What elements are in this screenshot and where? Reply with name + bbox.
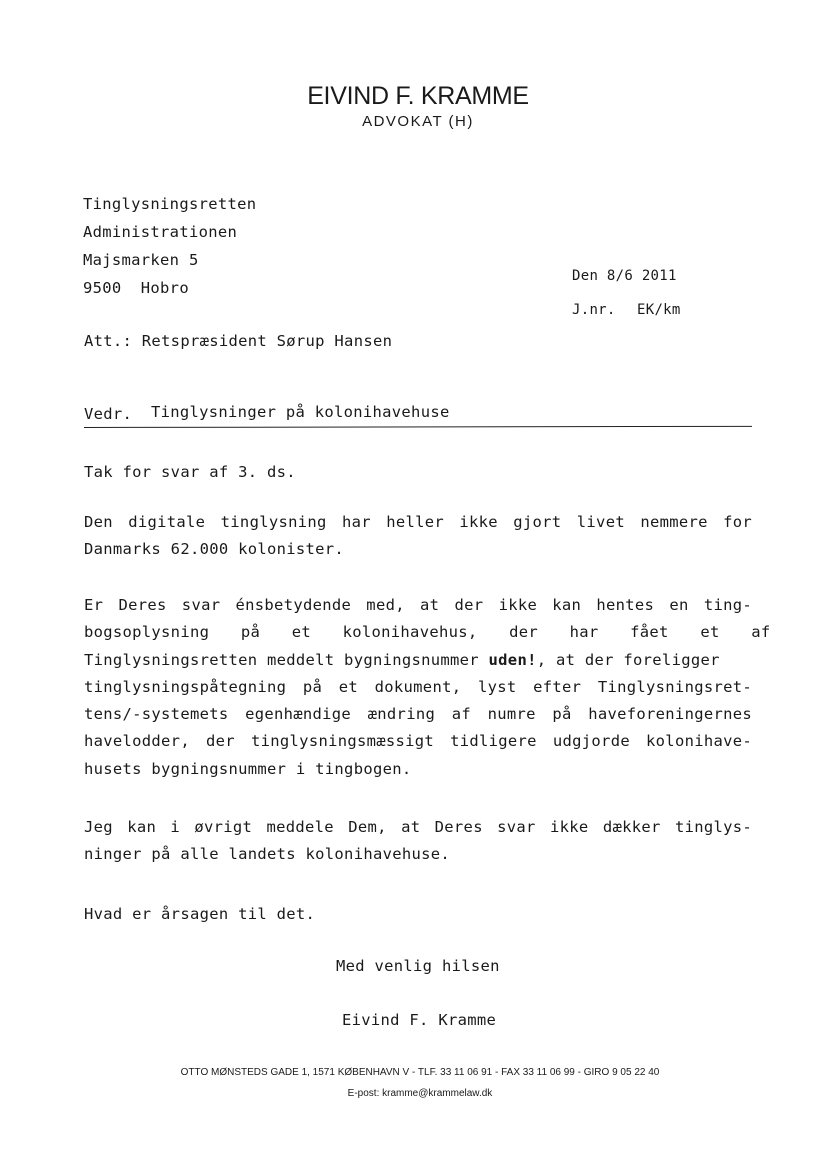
paragraph-2-line-2: Danmarks 62.000 kolonister. [84, 540, 345, 559]
paragraph-4 [84, 814, 752, 869]
emphasis-uden: uden! [488, 650, 537, 669]
recipient-line-1: Tinglysningsretten [83, 195, 257, 213]
closing-signature: Eivind F. Kramme [342, 1011, 497, 1029]
paragraph-2-line-1: Den digitale tinglysning har heller ikke gjort livet nemmere for [84, 513, 752, 531]
letterhead-name: EIVIND F. KRAMME [307, 82, 529, 110]
subject-text: Tinglysninger på kolonihavehuse [151, 403, 450, 421]
paragraph-3-line-1: Er Deres svar énsbetydende med, at der ikke kan hentes en ting- [84, 596, 752, 614]
paragraph-3-line-2: bogsoplysning på et kolonihavehus, der har fået et af [84, 623, 771, 642]
recipient-line-4: 9500 Hobro [83, 279, 189, 297]
paragraph-3-line-4: tinglysningspåtegning på et dokument, lyst efter Tinglysningsret- [84, 677, 752, 696]
subject-label: Vedr. [84, 405, 133, 423]
paragraph-3-line-3-end: , at der foreligger [536, 650, 720, 669]
journal-number-label: J.nr. [572, 302, 616, 318]
footer-email: E-post: kramme@krammelaw.dk [347, 1088, 493, 1099]
letter-date: Den 8/6 2011 [572, 268, 677, 284]
paragraph-3 [84, 592, 771, 783]
closing-greeting: Med venlig hilsen [336, 957, 500, 975]
paragraph-5: Hvad er årsagen til det. [84, 905, 316, 923]
paragraph-3-line-7: husets bygningsnummer i tingbogen. [84, 759, 412, 778]
letterhead-title: ADVOKAT (H) [362, 113, 474, 130]
paragraph-3-line-6: havelodder, der tinglysningsmæssigt tidligere udgjorde kolonihave- [84, 732, 752, 751]
paragraph-3-line-5: tens/-systemets egenhændige ændring af numre på haveforeningernes [84, 705, 752, 724]
paragraph-4-line-1: Jeg kan i øvrigt meddele Dem, at Deres svar ikke dækker tinglys- [84, 818, 752, 836]
footer-address: OTTO MØNSTEDS GADE 1, 1571 KØBENHAVN V - TLF. 33 11 06 91 - FAX 33 11 06 99 - GIRO 9 05 22 40 [180, 1067, 660, 1078]
paragraph-2 [84, 509, 752, 564]
subject-underline [84, 426, 752, 428]
attention-line: Att.: Retspræsident Sørup Hansen [84, 332, 393, 350]
recipient-line-2: Administrationen [83, 223, 238, 241]
recipient-line-3: Majsmarken 5 [83, 251, 199, 269]
paragraph-1: Tak for svar af 3. ds. [84, 463, 296, 481]
journal-number-value: EK/km [637, 302, 681, 318]
paragraph-4-line-2: ninger på alle landets kolonihavehuse. [84, 845, 451, 864]
paragraph-3-line-3-start: Tinglysningsretten meddelt bygningsnummer [84, 650, 479, 669]
paragraph-3-line-3 [84, 647, 752, 674]
